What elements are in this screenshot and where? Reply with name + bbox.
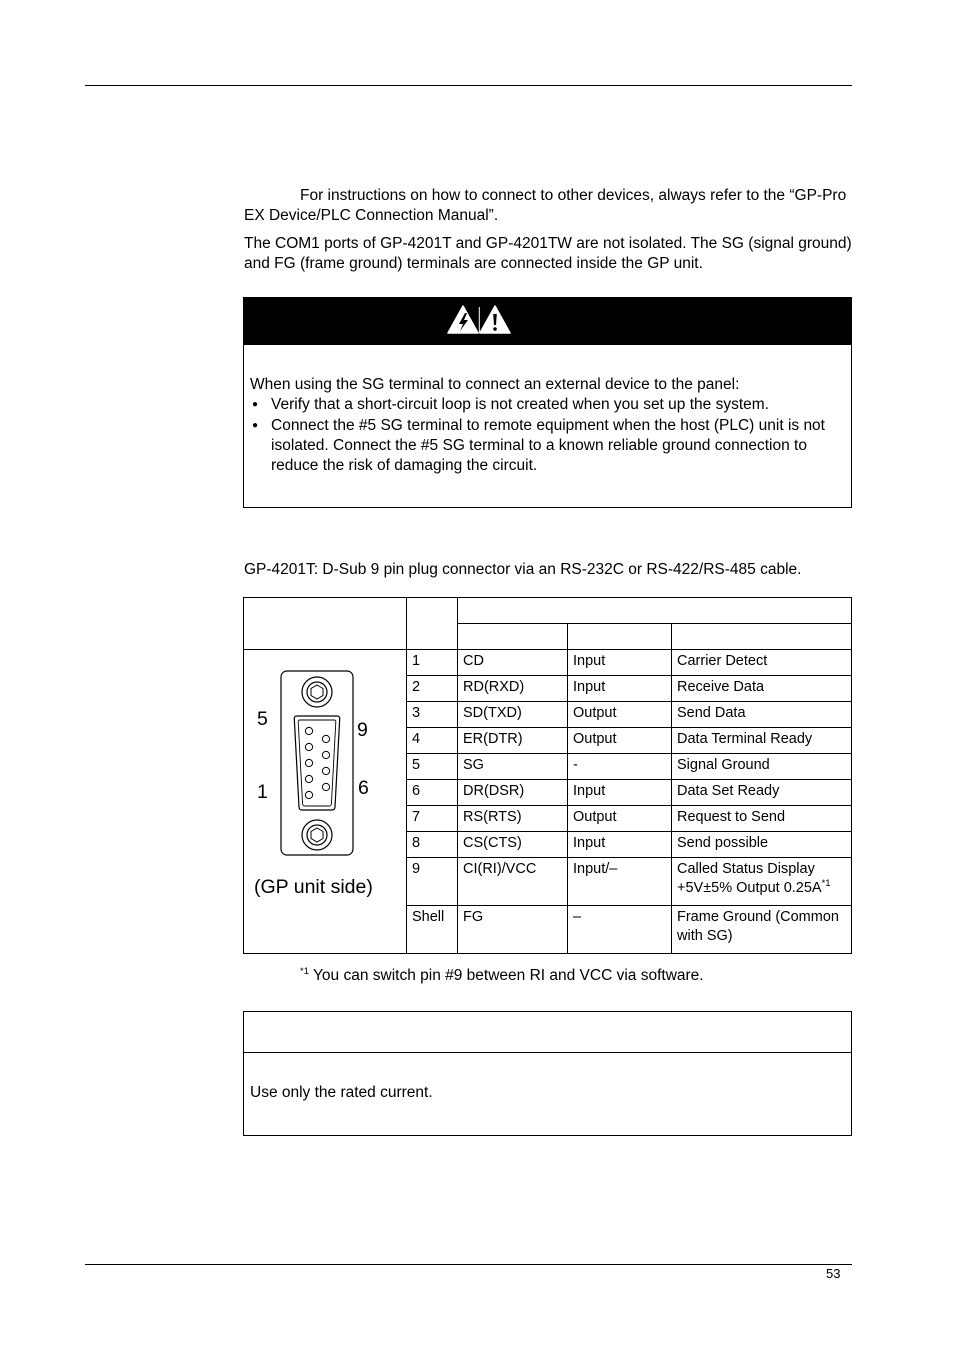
header-meaning-cell (672, 624, 852, 650)
direction-cell: Output (568, 806, 672, 832)
pin-cell: Shell (407, 906, 458, 954)
meaning-cell: Frame Ground (Common with SG) (672, 906, 852, 954)
signal-cell: RD(RXD) (458, 676, 568, 702)
direction-cell: Output (568, 702, 672, 728)
pin-cell: 7 (407, 806, 458, 832)
direction-cell: Input/– (568, 858, 672, 906)
warning-icons (447, 305, 511, 335)
header-signal-cell (458, 624, 568, 650)
direction-cell: Output (568, 728, 672, 754)
footnote-mark: *1 (821, 878, 831, 890)
signal-cell: CS(CTS) (458, 832, 568, 858)
gp-unit-side-label: (GP unit side) (254, 876, 373, 898)
meaning-cell: Receive Data (672, 676, 852, 702)
header-pin-cell (407, 598, 458, 650)
pin-cell: 4 (407, 728, 458, 754)
pin-assignment-table (243, 597, 852, 954)
warning-bullet-list (250, 395, 846, 476)
bottom-screw-icon (302, 820, 332, 850)
warning-bullet: ● Verify that a short-circuit loop is not created when you set up the system. (250, 395, 846, 415)
warning-lead: When using the SG terminal to connect an external device to the panel: (250, 376, 740, 393)
signal-cell: ER(DTR) (458, 728, 568, 754)
pin-cell: 6 (407, 780, 458, 806)
meaning-cell (672, 858, 852, 906)
signal-cell: FG (458, 906, 568, 954)
electric-shock-warning-icon (448, 306, 478, 333)
exclamation-warning-icon (480, 306, 510, 333)
direction-cell: Input (568, 650, 672, 676)
footer-rule (85, 1264, 852, 1265)
pin-cell: 9 (407, 858, 458, 906)
pin-cell: 5 (407, 754, 458, 780)
icon-divider (479, 307, 480, 333)
pin-5-label: 5 (257, 708, 268, 730)
pin-cell: 2 (407, 676, 458, 702)
header-direction-cell (568, 624, 672, 650)
meaning-cell: Carrier Detect (672, 650, 852, 676)
page-number: 53 (826, 1266, 841, 1281)
direction-cell: Input (568, 676, 672, 702)
pin-1-label: 1 (257, 781, 268, 803)
signal-cell: CI(RI)/VCC (458, 858, 568, 906)
warning-bullet: ● Connect the #5 SG terminal to remote equipment when the host (PLC) unit is not isolated. Connect the #5 SG terminal to a known reliable ground connection to reduce the risk of damaging the circuit. (250, 416, 846, 477)
dsub9-diagram (244, 650, 406, 948)
meaning-cell: Request to Send (672, 806, 852, 832)
signal-cell: SD(TXD) (458, 702, 568, 728)
table-footnote (300, 966, 704, 986)
caution-text: Use only the rated current. (250, 1084, 433, 1101)
pin-9-label: 9 (357, 719, 368, 741)
intro-paragraph-2: The COM1 ports of GP-4201T and GP-4201TW are not isolated. The SG (signal ground) and FG (frame ground) terminals are connected inside the GP unit. (244, 235, 852, 272)
top-screw-icon (302, 677, 332, 707)
direction-cell: – (568, 906, 672, 954)
meaning-cell: Send possible (672, 832, 852, 858)
pin-cell: 1 (407, 650, 458, 676)
signal-cell: CD (458, 650, 568, 676)
pin-6-label: 6 (358, 777, 369, 799)
direction-cell: - (568, 754, 672, 780)
pin-cell: 3 (407, 702, 458, 728)
meaning-cell: Signal Ground (672, 754, 852, 780)
meaning-cell: Data Set Ready (672, 780, 852, 806)
signal-cell: SG (458, 754, 568, 780)
direction-cell: Input (568, 780, 672, 806)
footnote-mark: *1 (300, 965, 309, 977)
footnote-text: You can switch pin #9 between RI and VCC via software. (308, 967, 704, 984)
header-rs232c-cell (458, 598, 852, 624)
direction-cell: Input (568, 832, 672, 858)
connector-diagram-cell (244, 650, 407, 954)
dsub9-connector-drawing (244, 650, 406, 880)
signal-cell: DR(DSR) (458, 780, 568, 806)
meaning-text: Called Status Display +5V±5% Output 0.25A (677, 861, 822, 896)
table-header-row (244, 598, 852, 624)
pin-cell: 8 (407, 832, 458, 858)
intro-paragraph-1: For instructions on how to connect to other devices, always refer to the “GP-Pro EX Device/PLC Connection Manual”. (244, 187, 847, 224)
warning-box (243, 297, 852, 508)
caution-header (244, 1012, 851, 1053)
signal-cell: RS(RTS) (458, 806, 568, 832)
connector-description: GP-4201T: D-Sub 9 pin plug connector via an RS-232C or RS-422/RS-485 cable. (244, 561, 802, 578)
warning-body (250, 375, 846, 476)
caution-box (243, 1011, 852, 1136)
warning-header (244, 298, 851, 345)
header-rule (85, 85, 852, 86)
meaning-cell: Send Data (672, 702, 852, 728)
header-connector-cell (244, 598, 407, 650)
table-row (244, 650, 852, 676)
meaning-cell: Data Terminal Ready (672, 728, 852, 754)
